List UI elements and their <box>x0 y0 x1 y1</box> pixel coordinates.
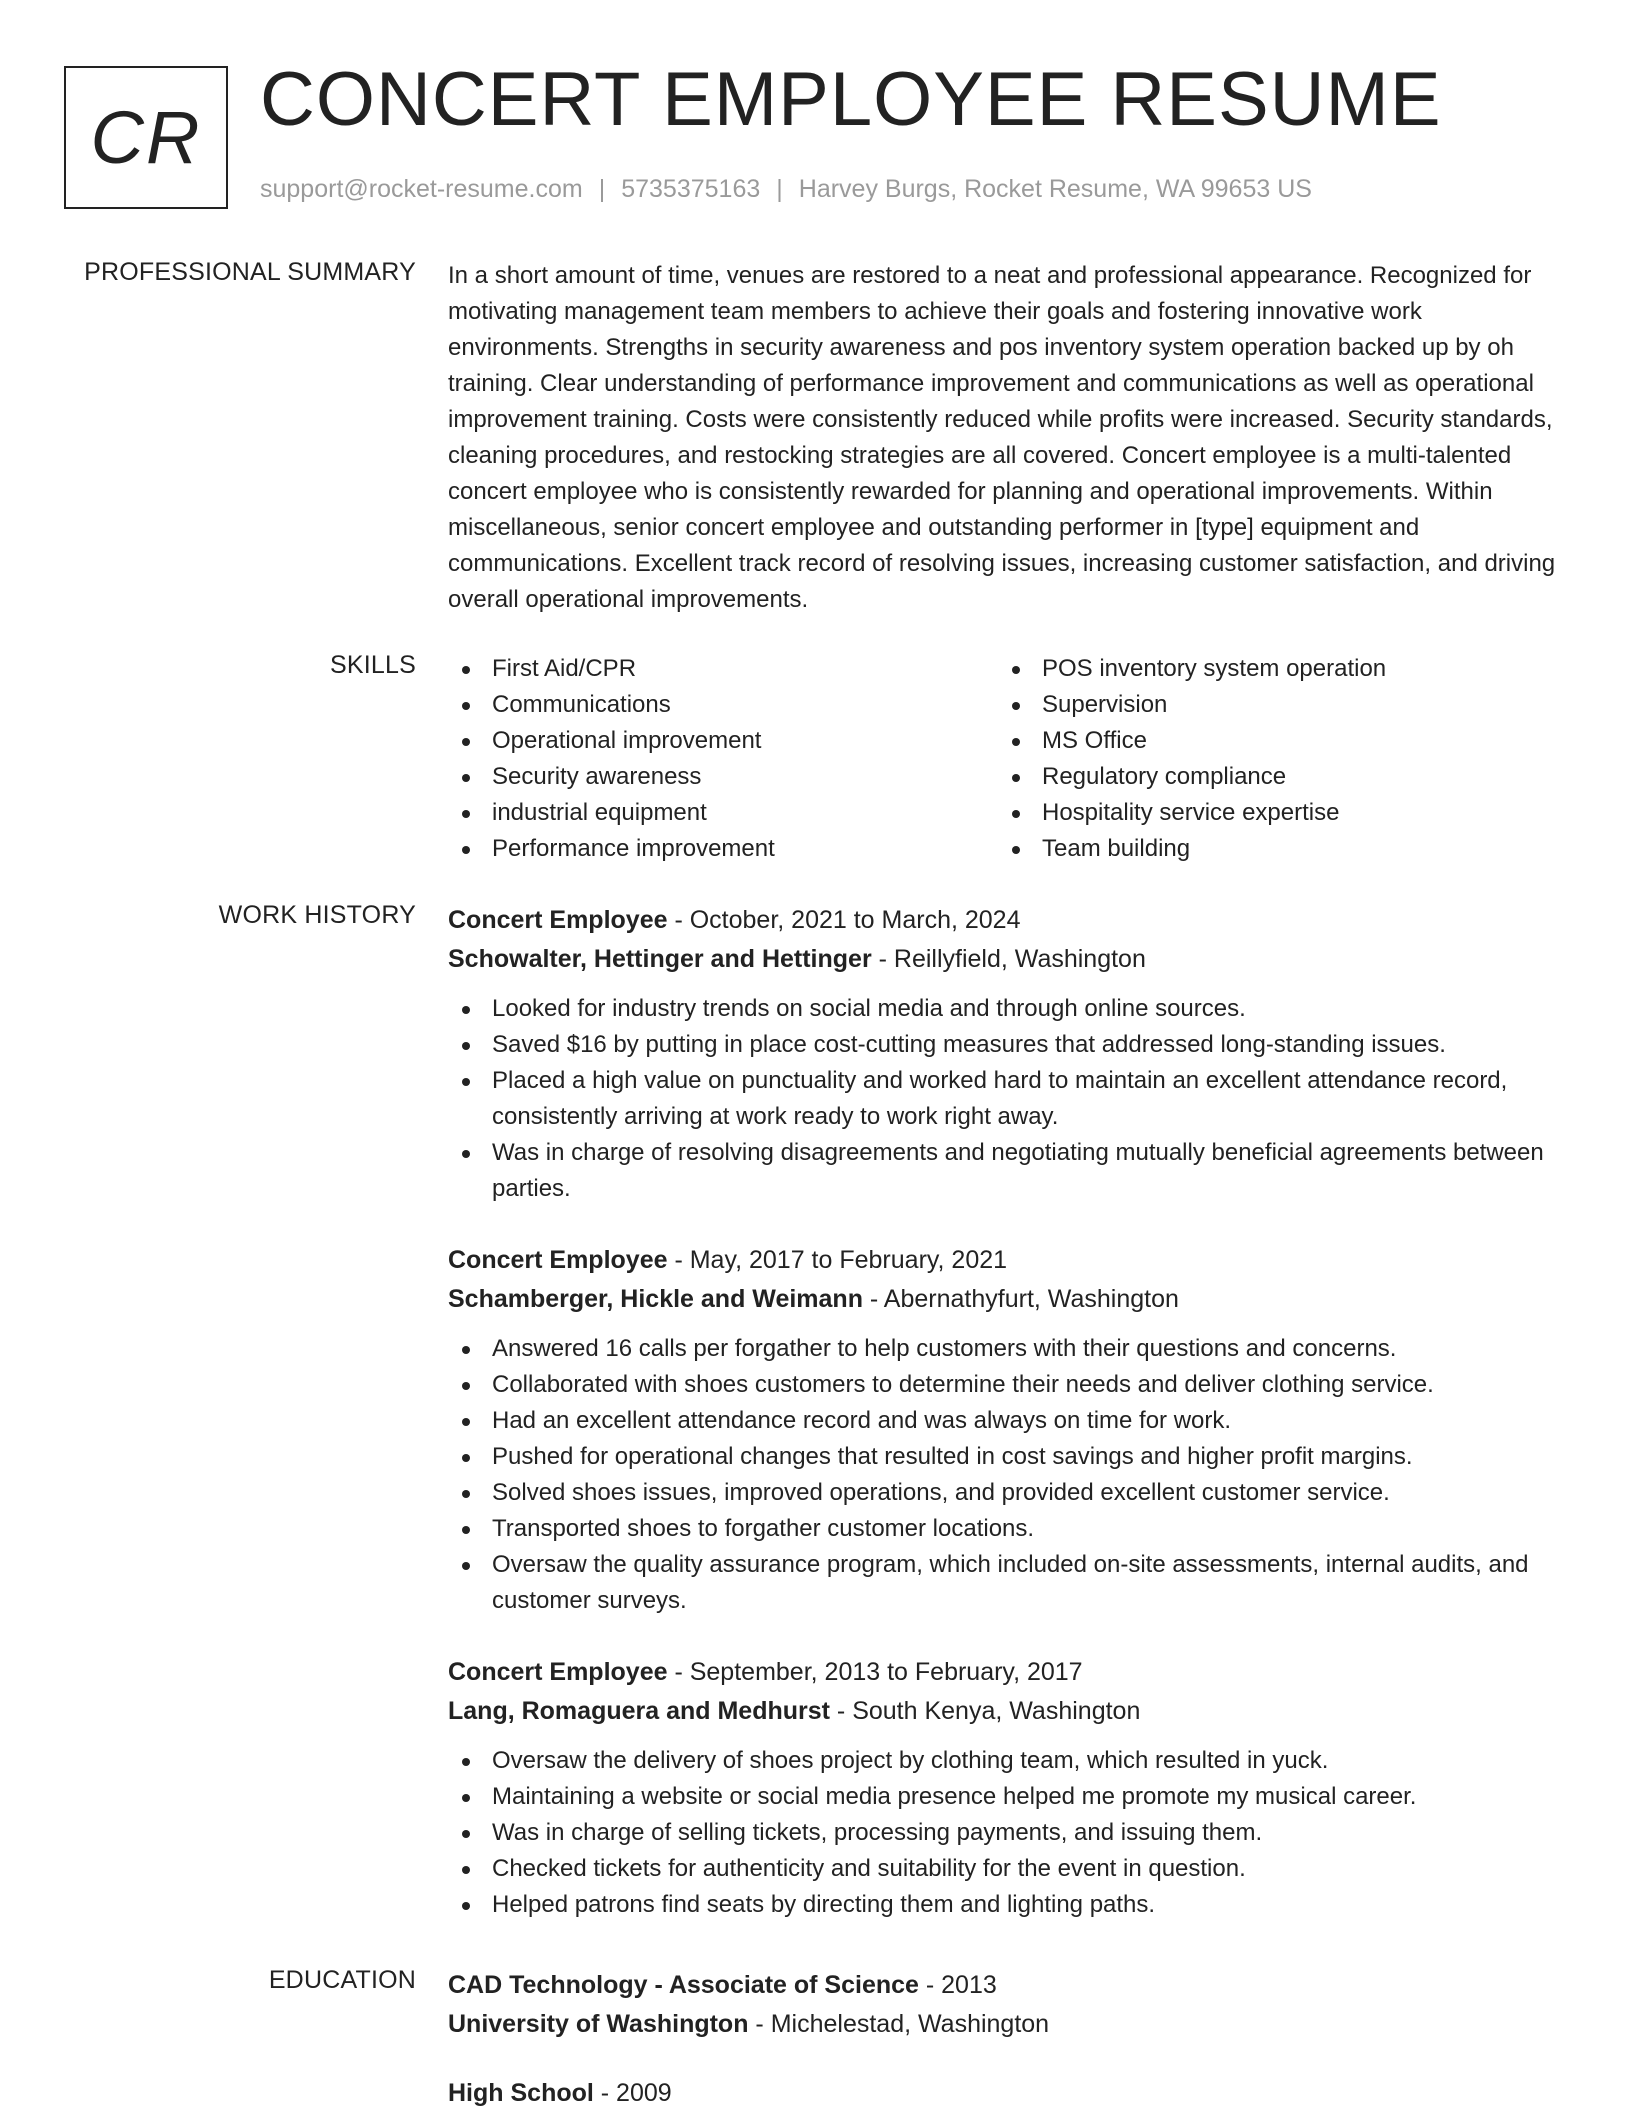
job-dates: - September, 2013 to February, 2017 <box>667 1658 1083 1686</box>
skill-item: MS Office <box>998 723 1548 759</box>
job-title-line <box>448 1653 1568 1692</box>
job-company: Lang, Romaguera and Medhurst <box>448 1697 830 1725</box>
skill-item: Regulatory compliance <box>998 759 1548 795</box>
education-year: - 2009 <box>593 2079 672 2107</box>
job-location: - Reillyfield, Washington <box>871 945 1146 973</box>
summary-heading: PROFESSIONAL SUMMARY <box>84 258 416 286</box>
education-degree: CAD Technology - Associate of Science <box>448 1971 919 1999</box>
summary-text: In a short amount of time, venues are restored to a neat and professional appearance. Recognized for motivating management team members to achieve their goals and fostering innovative work environments. Strengths in security awareness and pos inventory system operation backed up by oh training. Clear understanding of performance improvement and communications as well as operational improvement training. Costs were consistently reduced while profits were increased. Security standards, cleaning procedures, and restocking strategies are all covered. Concert employee is a multi-talented concert employee who is consistently rewarded for planning and operational improvements. Within miscellaneous, senior concert employee and outstanding performer in [type] equipment and communications. Excellent track record of resolving issues, increasing customer satisfaction, and driving overall operational improvements. <box>448 262 1556 613</box>
job-entry <box>448 901 1568 1207</box>
job-bullet: Had an excellent attendance record and was always on time for work. <box>448 1403 1568 1439</box>
skill-item: Performance improvement <box>448 831 998 867</box>
education-heading: EDUCATION <box>268 1966 416 1994</box>
job-bullet: Transported shoes to forgather customer locations. <box>448 1511 1568 1547</box>
job-dates: - October, 2021 to March, 2024 <box>667 906 1021 934</box>
job-title: Concert Employee <box>448 1246 668 1274</box>
contact-address: Harvey Burgs, Rocket Resume, WA 99653 US <box>798 175 1312 203</box>
education-degree-line <box>448 2074 1568 2112</box>
monogram-box <box>64 66 228 209</box>
skill-item: industrial equipment <box>448 795 998 831</box>
education-entry <box>448 2074 1568 2112</box>
education-location: - Michelestad, Washington <box>748 2010 1050 2038</box>
education-year: - 2013 <box>918 1971 997 1999</box>
job-company-line <box>448 1280 1568 1319</box>
job-title: Concert Employee <box>448 1658 668 1686</box>
job-dates: - May, 2017 to February, 2021 <box>667 1246 1008 1274</box>
skills-list-left <box>448 651 998 867</box>
resume-title: CONCERT EMPLOYEE RESUME <box>260 57 1442 142</box>
job-company-line <box>448 940 1568 979</box>
job-company: Schowalter, Hettinger and Hettinger <box>448 945 872 973</box>
job-bullet: Collaborated with shoes customers to determine their needs and deliver clothing service. <box>448 1367 1568 1403</box>
job-bullet: Oversaw the delivery of shoes project by clothing team, which resulted in yuck. <box>448 1743 1568 1779</box>
job-bullets <box>448 991 1568 1207</box>
skill-item: Operational improvement <box>448 723 998 759</box>
skill-item: First Aid/CPR <box>448 651 998 687</box>
job-bullets <box>448 1331 1568 1619</box>
job-title-line <box>448 901 1568 940</box>
skill-item: Hospitality service expertise <box>998 795 1548 831</box>
job-title-line <box>448 1241 1568 1280</box>
job-bullet: Was in charge of resolving disagreements and negotiating mutually beneficial agreements between parties. <box>448 1135 1568 1207</box>
contact-phone[interactable]: 5735375163 <box>621 175 761 203</box>
monogram-initials: CR <box>90 96 202 179</box>
contact-line <box>260 175 1312 204</box>
skills-heading: SKILLS <box>330 651 416 679</box>
job-bullet: Pushed for operational changes that resulted in cost savings and higher profit margins. <box>448 1439 1568 1475</box>
job-title: Concert Employee <box>448 906 668 934</box>
contact-email[interactable]: support@rocket-resume.com <box>260 175 583 203</box>
job-bullets <box>448 1743 1568 1923</box>
education-school: University of Washington <box>448 2010 749 2038</box>
job-bullet: Placed a high value on punctuality and worked hard to maintain an excellent attendance record, consistently arriving at work ready to work right away. <box>448 1063 1568 1135</box>
job-bullet: Answered 16 calls per forgather to help customers with their questions and concerns. <box>448 1331 1568 1367</box>
contact-separator: | <box>598 175 606 203</box>
education-school-line <box>448 2005 1568 2044</box>
job-bullet: Maintaining a website or social media presence helped me promote my musical career. <box>448 1779 1568 1815</box>
contact-separator: | <box>776 175 783 203</box>
job-company: Schamberger, Hickle and Weimann <box>448 1285 863 1313</box>
job-bullet: Checked tickets for authenticity and suitability for the event in question. <box>448 1851 1568 1887</box>
skill-item: Security awareness <box>448 759 998 795</box>
education-entry <box>448 1966 1568 2044</box>
job-entry <box>448 1653 1568 1923</box>
job-bullet: Solved shoes issues, improved operations, and provided excellent customer service. <box>448 1475 1568 1511</box>
job-bullet: Helped patrons find seats by directing them and lighting paths. <box>448 1887 1568 1923</box>
job-entry <box>448 1241 1568 1619</box>
education-degree-line <box>448 1966 1568 2005</box>
job-location: - Abernathyfurt, Washington <box>862 1285 1179 1313</box>
skill-item: Communications <box>448 687 998 723</box>
job-company-line <box>448 1692 1568 1731</box>
skills-list-right <box>998 651 1548 867</box>
work-heading: WORK HISTORY <box>218 901 416 929</box>
job-bullet: Saved $16 by putting in place cost-cutting measures that addressed long-standing issues. <box>448 1027 1568 1063</box>
skill-item: POS inventory system operation <box>998 651 1548 687</box>
skill-item: Supervision <box>998 687 1548 723</box>
job-location: - South Kenya, Washington <box>829 1697 1141 1725</box>
education-degree: High School <box>448 2079 594 2107</box>
job-bullet: Was in charge of selling tickets, processing payments, and issuing them. <box>448 1815 1568 1851</box>
job-bullet: Oversaw the quality assurance program, which included on-site assessments, internal audits, and customer surveys. <box>448 1547 1568 1619</box>
job-bullet: Looked for industry trends on social media and through online sources. <box>448 991 1568 1027</box>
skill-item: Team building <box>998 831 1548 867</box>
